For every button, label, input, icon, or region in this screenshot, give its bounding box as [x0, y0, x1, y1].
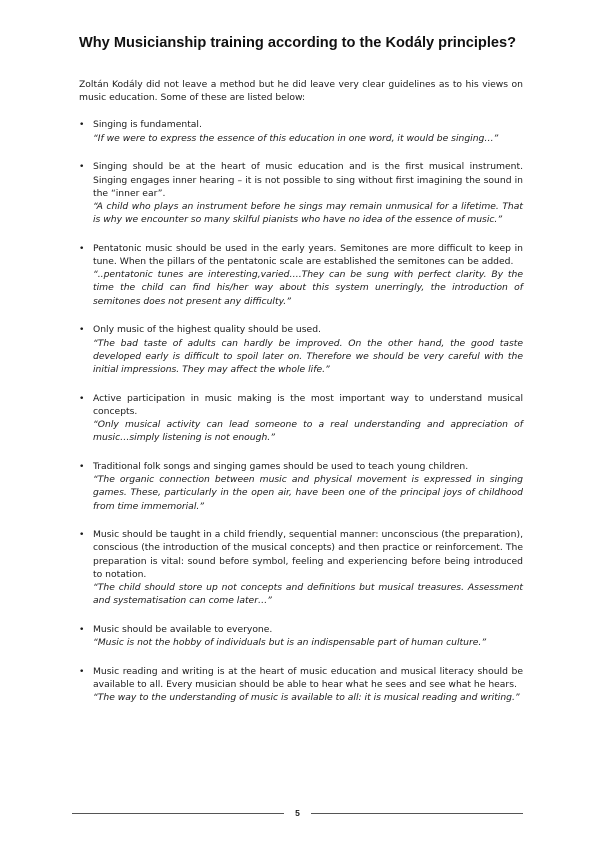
bullet-icon: •: [79, 529, 85, 541]
bullet-icon: •: [79, 161, 85, 173]
principles-list: [79, 118, 523, 704]
principle-text: Music reading and writing is at the heart of music education and musical literacy should be available to all. Every musician should be able to hear what he sees and see what he hears.: [93, 665, 523, 691]
intro-paragraph: Zoltán Kodály did not leave a method but he did leave very clear guidelines as to his views on music education. Some of these are listed below:: [79, 79, 523, 104]
principle-quote: “..pentatonic tunes are interesting,varied….They can be sung with perfect clarity. By the time the child can find his/her way about this system unerringly, the introduction of semitones does not present any difficulty.”: [93, 269, 523, 307]
document-body: [79, 78, 523, 720]
principle-quote: “A child who plays an instrument before he sings may remain unmusical for a lifetime. That is why we encounter so many skilful pianists who have no idea of the essence of music.”: [93, 200, 523, 226]
list-item: [79, 460, 523, 513]
principle-quote: “The organic connection between music and physical movement is expressed in singing games. These, particularly in the open air, have been one of the principal joys of childhood from time immemorial.”: [93, 474, 523, 512]
bullet-icon: •: [79, 242, 85, 254]
list-item: [79, 323, 523, 376]
bullet-icon: •: [79, 119, 85, 131]
list-item: [79, 160, 523, 226]
principle-quote: “Only musical activity can lead someone to a real understanding and appreciation of music…simply listening is not enough.”: [93, 419, 523, 444]
list-item: [79, 665, 523, 705]
bullet-icon: •: [79, 392, 85, 404]
list-item: [79, 528, 523, 607]
principle-text: Music should be available to everyone.: [93, 624, 273, 635]
principle-text: Singing should be at the heart of music education and is the first musical instrument. Singing engages inner hearing – it is not possible to sing without first imagining the sound in the “inner ear”.: [93, 161, 523, 199]
page-number: 5: [295, 808, 300, 818]
page-title: Why Musicianship training according to the Kodály principles?: [78, 35, 517, 51]
page-footer: [72, 808, 523, 820]
principle-quote: “The child should store up not concepts and definitions but musical treasures. Assessment and systematisation can come later…”: [93, 582, 523, 607]
list-item: [79, 392, 523, 445]
principle-text: Traditional folk songs and singing games should be used to teach young children.: [93, 460, 469, 472]
bullet-icon: •: [79, 460, 85, 472]
bullet-icon: •: [79, 324, 85, 336]
bullet-icon: •: [79, 624, 85, 635]
principle-text: Singing is fundamental.: [93, 119, 202, 131]
list-item: [79, 118, 523, 144]
principle-text: Music should be taught in a child friendly, sequential manner: unconscious (the preparation), conscious (the introduction of the musical concepts) and then practice or reinforcement. The preparation is vital: sound before symbol, feeling and experiencing before being introduced to notation.: [93, 529, 523, 580]
footer-rule-right: [311, 813, 523, 814]
principle-quote: “The bad taste of adults can hardly be improved. On the other hand, the good taste developed early is difficult to spoil later on. Therefore we should be very careful with the initial impressions. They may affect the whole life.”: [93, 337, 523, 375]
principle-quote: “Music is not the hobby of individuals but is an indispensable part of human culture.”: [93, 637, 487, 649]
principle-quote: “The way to the understanding of music is available to all: it is musical reading and writing.”: [93, 692, 520, 704]
bullet-icon: •: [79, 665, 85, 677]
list-item: [79, 623, 523, 649]
list-item: [79, 242, 523, 308]
principle-text: Pentatonic music should be used in the early years. Semitones are more difficult to keep in tune. When the pillars of the pentatonic scale are established the semitones can be added.: [93, 242, 523, 268]
principle-text: Only music of the highest quality should be used.: [93, 324, 321, 336]
principle-text: Active participation in music making is the most important way to understand musical concepts.: [93, 392, 523, 417]
principle-quote: “If we were to express the essence of this education in one word, it would be singing…”: [93, 132, 499, 144]
